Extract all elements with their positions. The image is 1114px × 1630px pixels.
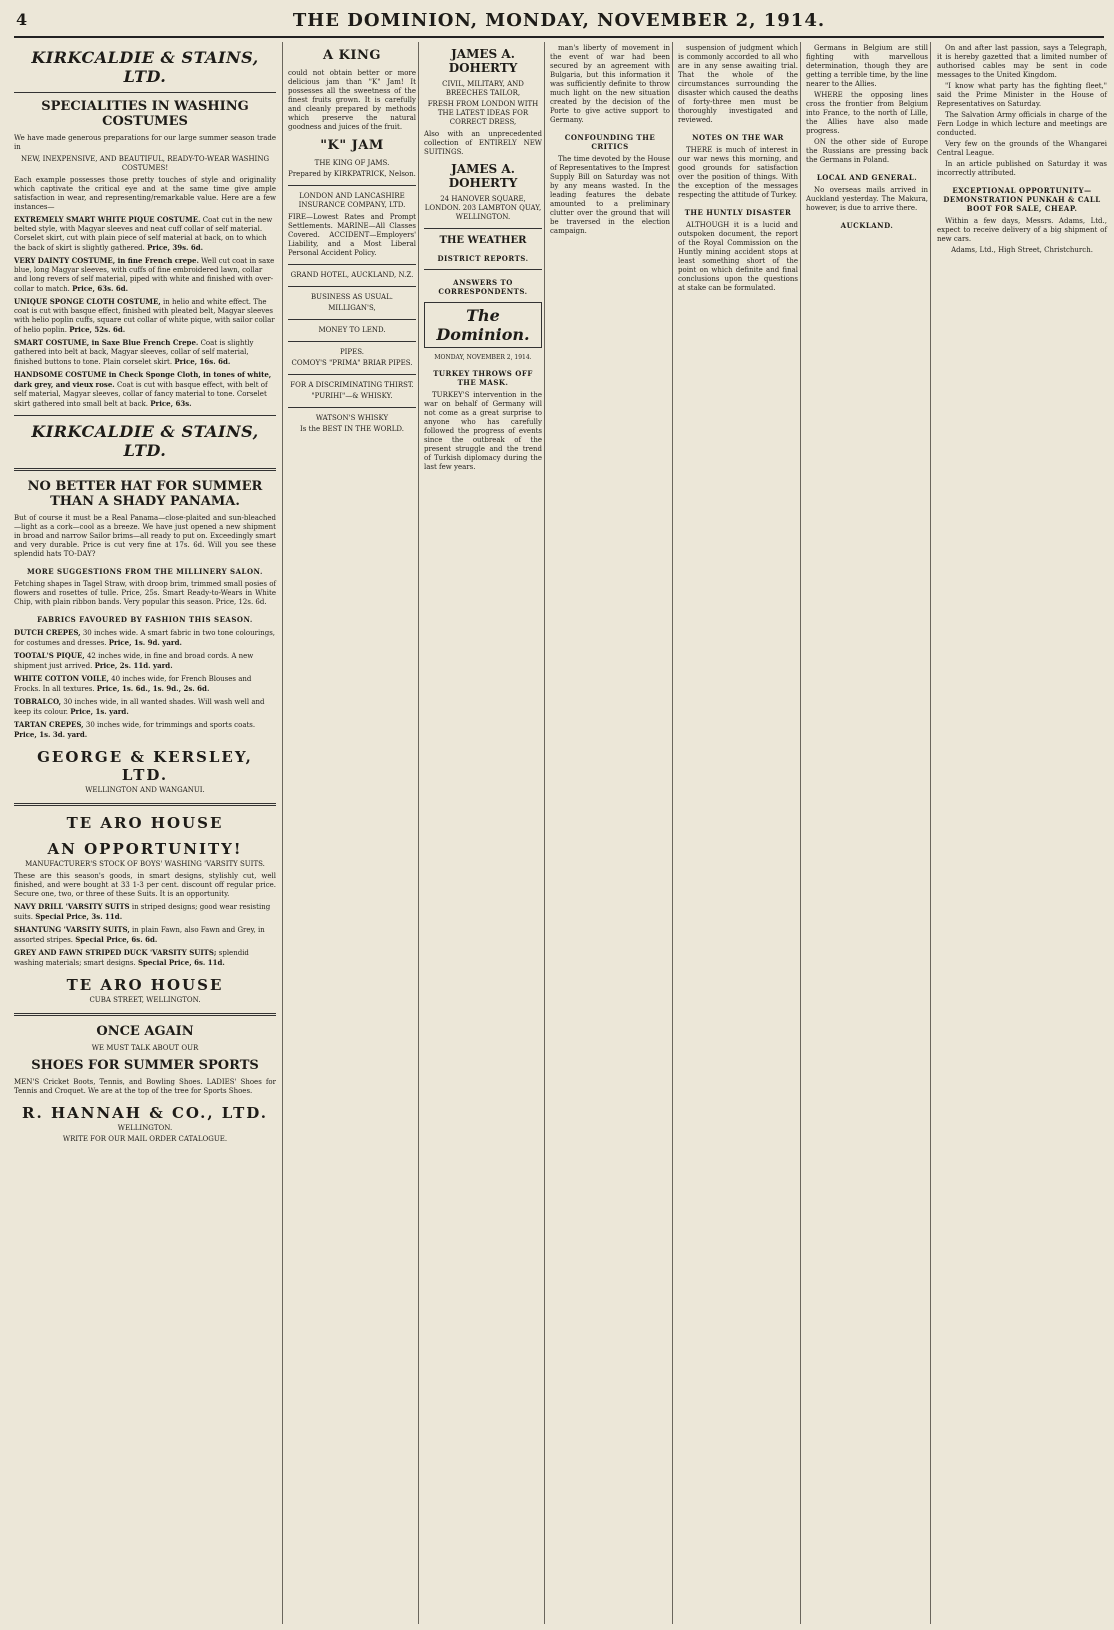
watson-sub: Is the BEST IN THE WORLD. (300, 425, 404, 433)
taro-stock: MANUFACTURER'S STOCK OF BOYS' WASHING 'VARSITY SUITS. (25, 860, 265, 868)
suit-desc: in striped designs; good wear resisting suits. (14, 903, 271, 921)
costume-desc: Well cut coat in saxe blue, long Magyar sleeves, with cuffs of fine embroidered lawn, collar and long revers of self material, piped with white and finished with over-collar to match. (14, 257, 275, 293)
column-4 (544, 42, 675, 1624)
suit-price: Special Price, 6s. 11d. (137, 958, 225, 967)
fabric-name: TOOTAL'S PIQUE, (14, 651, 85, 660)
fabric-desc: 42 inches wide, in fine and broad cords. A new shipment just arrived. (14, 652, 254, 670)
fabric-price: Price, 1s. 6d., 1s. 9d., 2s. 6d. (96, 684, 210, 693)
k-jam: "K" JAM (320, 138, 384, 153)
turkey-head: TURKEY THROWS OFF THE MASK. (433, 369, 533, 387)
comoy-pipes: COMOY'S "PRIMA" BRIAR PIPES. (291, 359, 413, 367)
article-body: Germans in Belgium are still fighting with marvellous determination, though they are getting a terrible time, by the line nearer to the Allies. (806, 44, 928, 88)
money-lend: MONEY TO LEND. (318, 326, 386, 334)
costume-item (14, 370, 276, 409)
article-body: WHERE the opposing lines cross the frontier from Belgium into France, to the north of Lille, the Allies have also made progress. (806, 91, 928, 135)
column-5 (672, 42, 803, 1624)
critics-body: The time devoted by the House of Representatives to the Imprest Supply Bill on Saturday was not by any means wasted. In the leading features the debate amounted to a preliminary clutter over the ground that will be traversed in the election campaign. (550, 155, 670, 235)
costume-name: HANDSOME COSTUME in Check Sponge Cloth, in tones of white, dark grey, and vieux rose. (14, 370, 272, 389)
costume-item (14, 256, 276, 294)
double-divider (14, 468, 276, 471)
divider (288, 319, 416, 320)
costume-desc: in helio and white effect. The coat is cut with basque effect, finished with pleated belt, Magyar sleeves with helio poplin cuffs, square cut collar of white pique, with sailor collar of helio poplin. (14, 298, 275, 334)
masthead (14, 8, 1104, 38)
huntly-head: THE HUNTLY DISASTER (684, 208, 792, 217)
fabric-price: Price, 2s. 11d. yard. (94, 661, 173, 670)
divider (424, 228, 542, 229)
suit-name: SHANTUNG 'VARSITY SUITS, (14, 925, 130, 934)
article-body: In an article published on Saturday it was incorrectly attributed. (937, 160, 1107, 177)
fabric-name: DUTCH CREPES, (14, 628, 81, 637)
article-body: suspension of judgment which is commonly accorded to all who are in any sense awaiting trial. That the whole of the circumstances surrounding the disaster which caused the deaths of forty-three men must be thoroughly investigated and reviewed. (678, 44, 798, 124)
taro-body: These are this season's goods, in smart designs, stylishly cut, well finished, and were bought at 33 1-3 per cent. discount off regular price. Secure one, two, or three of these Suits. It is an opportunity. (14, 872, 276, 898)
k-jam-maker: Prepared by KIRKPATRICK, Nelson. (288, 170, 416, 178)
exceptional-head: EXCEPTIONAL OPPORTUNITY—DEMONSTRATION PUNKAH & CALL BOOT FOR SALE, CHEAP. (943, 186, 1101, 213)
costume-desc: Coat cut in the new belted style, with Magyar sleeves and neat cuff collar of self material. Corselet skirt, cut with plain piece of self material at back, on to which the back of skirt is slightly gathered. (14, 216, 273, 252)
suit-name: NAVY DRILL 'VARSITY SUITS (14, 902, 130, 911)
costume-price: Price, 63s. (150, 399, 192, 408)
ks-title: KIRKCALDIE & STAINS, LTD. (31, 48, 259, 86)
watson-whisky: WATSON'S WHISKY (315, 414, 389, 422)
taro-sub: AN OPPORTUNITY! (47, 840, 243, 858)
dominion-masthead: The Dominion. (424, 302, 542, 348)
once-body: MEN'S Cricket Boots, Tennis, and Bowling Shoes. LADIES' Shoes for Tennis and Croquet. We are at the top of the tree for Sports Shoes. (14, 1078, 276, 1095)
fabric-price: Price, 1s. yard. (70, 707, 129, 716)
fabric-name: WHITE COTTON VOILE, (14, 674, 109, 683)
suit-price: Special Price, 6s. 6d. (75, 935, 158, 944)
column-1 (14, 42, 282, 1624)
suit-item (14, 925, 276, 945)
fabric-name: TARTAN CREPES, (14, 720, 84, 729)
fabric-desc: 30 inches wide, in all wanted shades. Will wash well and keep its colour. (14, 698, 265, 716)
fabric-item (14, 674, 276, 694)
fabric-item (14, 697, 276, 717)
taro-addr: CUBA STREET, WELLINGTON. (89, 996, 201, 1004)
king-body: could not obtain better or more delicious jam than "K" Jam! It possesses all the sweetness of the finest fruits grown. It is carefully and cleanly prepared by methods which preserve the natural goodness and juices of the fruit. (288, 69, 416, 131)
gk-brand: GEORGE & KERSLEY, LTD. (37, 748, 253, 784)
suit-name: GREY AND FAWN STRIPED DUCK 'VARSITY SUITS; (14, 948, 217, 957)
article-body: Very few on the grounds of the Whangarei Central League. (937, 140, 1107, 157)
once-shoes: SHOES FOR SUMMER SPORTS (31, 1058, 259, 1073)
suit-desc: splendid washing materials; smart designs. (14, 949, 249, 967)
local-head: LOCAL AND GENERAL. (816, 173, 918, 182)
fabric-desc: 30 inches wide, for trimmings and sports coats. (85, 721, 256, 729)
divider (14, 92, 276, 93)
costume-name: EXTREMELY SMART WHITE PIQUE COSTUME. (14, 215, 201, 224)
once-sub: WE MUST TALK ABOUT OUR (91, 1044, 199, 1052)
notes-body: THERE is much of interest in our war news this morning, and good grounds for satisfaction over the position of things. With the exception of the messages respecting the attitude of Turkey. (678, 146, 798, 199)
fabric-item (14, 651, 276, 671)
king-head: A KING (323, 48, 381, 63)
huntly-body: ALTHOUGH it is a lucid and outspoken document, the report of the Royal Commission on the Huntly mining accident stops at least something short of the point on which definite and final conclusions upon the questions at stake can be formulated. (678, 221, 798, 292)
hat-body: But of course it must be a Real Panama—close-plaited and sun-bleached—light as a cork—cool as a breeze. We have just opened a new shipment in broad and narrow Sailor brims—all ready to put on. Exceedingly smart and very durable. Price is cut very fine at 17s. 6d. Will you see these splendid hats TO-DAY? (14, 514, 276, 558)
fabric-desc: 30 inches wide. A smart fabric in two tone colourings, for costumes and dresses. (14, 629, 276, 647)
article-body: "I know what party has the fighting fleet," said the Prime Minister in the House of Representatives on Saturday. (937, 82, 1107, 108)
business-usual: BUSINESS AS USUAL. (311, 293, 393, 301)
costume-desc: Coat is cut with basque effect, with belt of self material, Magyar sleeves, collar of fancy material to tone. Corselet skirt gathered into small belt at back. (14, 381, 268, 408)
insurance-body: FIRE—Lowest Rates and Prompt Settlements. MARINE—All Classes Covered. ACCIDENT—Employers' Liability, and a Most Liberal Personal Accident Policy. (288, 213, 416, 257)
ks-title-footer: KIRKCALDIE & STAINS, LTD. (31, 422, 259, 460)
doherty-addr: 24 HANOVER SQUARE, LONDON. 203 LAMBTON QUAY, WELLINGTON. (424, 195, 542, 221)
ks-intro: We have made generous preparations for our large summer season trade in (14, 134, 276, 151)
suit-item (14, 948, 276, 968)
article-body: On and after last passion, says a Telegraph, it is hereby gazetted that a limited number of authorised cables may be sent in code messages to the United Kingdom. (937, 44, 1107, 79)
exceptional-body: Within a few days, Messrs. Adams, Ltd., expect to receive delivery of a big shipment of new cars. (937, 217, 1107, 243)
hannah-order: WRITE FOR OUR MAIL ORDER CATALOGUE. (62, 1135, 228, 1143)
hat-headline: NO BETTER HAT FOR SUMMER THAN A SHADY PANAMA. (27, 479, 263, 509)
divider (288, 185, 416, 186)
doherty-fresh: FRESH FROM LONDON WITH THE LATEST IDEAS FOR CORRECT DRESS, (427, 100, 539, 126)
divider (288, 407, 416, 408)
weather-sub: DISTRICT REPORTS. (437, 254, 529, 263)
double-divider (14, 1013, 276, 1016)
divider (14, 415, 276, 416)
fabric-price: Price, 1s. 3d. yard. (14, 730, 88, 739)
turkey-body: TURKEY'S intervention in the war on behalf of Germany will not come as a great surprise to anyone who has carefully followed the progress of events since the outbreak of the present struggle and the trend of Turkish diplomacy during the last few years. (424, 391, 542, 471)
taro-head-2: TE ARO HOUSE (66, 976, 224, 994)
critics-head: CONFOUNDING THE CRITICS (564, 133, 656, 151)
doherty-sub: CIVIL, MILITARY, AND BREECHES TAILOR, (442, 80, 524, 97)
costume-name: SMART COSTUME, in Saxe Blue French Crepe. (14, 338, 199, 347)
fabric-item (14, 720, 276, 740)
divider (288, 341, 416, 342)
hannah-place: WELLINGTON. (117, 1124, 173, 1132)
costume-price: Price, 16s. 6d. (174, 357, 231, 366)
thirst: FOR A DISCRIMINATING THIRST. (290, 381, 414, 389)
divider (288, 374, 416, 375)
answers-head: ANSWERS TO CORRESPONDENTS. (438, 278, 528, 296)
suit-desc: in plain Fawn, also Fawn and Grey, in assorted stripes. (14, 926, 265, 944)
divider (288, 264, 416, 265)
doherty-head: JAMES A. DOHERTY (448, 47, 518, 75)
millinery-head: MORE SUGGESTIONS FROM THE MILLINERY SALON. (27, 567, 263, 576)
local-body: No overseas mails arrived in Auckland yesterday. The Makura, however, is due to arrive there. (806, 186, 928, 212)
costume-item (14, 297, 276, 335)
suit-item (14, 902, 276, 922)
ks-new: NEW, INEXPENSIVE, AND BEAUTIFUL, READY-TO-WEAR WASHING COSTUMES! (20, 155, 270, 172)
article-body: man's liberty of movement in the event of war had been secured by an agreement with Bulgaria, but this information it was sufficiently definite to throw much light on the new situation created by the decision of the Porte to give active support to Germany. (550, 44, 670, 124)
columns (14, 42, 1107, 1624)
milligans: MILLIGAN'S, (328, 304, 376, 312)
grand-hotel: GRAND HOTEL, AUCKLAND, N.Z. (290, 271, 414, 279)
column-2 (282, 42, 421, 1624)
ks-each: Each example possesses those pretty touches of style and originality which captivate the critical eye and at the same time give ample satisfaction in wear, and representing/remarkable value. Here are a few instances— (14, 176, 276, 211)
taro-head: TE ARO HOUSE (66, 814, 224, 832)
dominion-date: MONDAY, NOVEMBER 2, 1914. (434, 354, 532, 361)
column-7 (930, 42, 1111, 1624)
costume-name: VERY DAINTY COSTUME, in fine French crepe. (14, 256, 199, 265)
costume-desc: Coat is slightly gathered into belt at back, Magyar sleeves, collar of self material, finished buttons to tone. Plain corselet skirt. (14, 339, 254, 366)
purihi: "PURIHI"—& WHISKY. (311, 392, 393, 400)
costume-name: UNIQUE SPONGE CLOTH COSTUME, (14, 297, 161, 306)
doherty-head-2: JAMES A. DOHERTY (448, 162, 518, 190)
suit-price: Special Price, 3s. 11d. (35, 912, 123, 921)
gk-place: WELLINGTON AND WANGANUI. (85, 786, 205, 794)
divider (424, 269, 542, 270)
divider (288, 286, 416, 287)
k-jam-sub: THE KING OF JAMS. (314, 159, 390, 167)
costume-price: Price, 63s. 6d. (72, 284, 129, 293)
costume-item (14, 215, 276, 253)
newspaper-title: THE DOMINION, MONDAY, NOVEMBER 2, 1914. (292, 10, 826, 31)
column-3 (418, 42, 547, 1624)
weather-head: THE WEATHER (439, 235, 527, 246)
fabric-item (14, 628, 276, 648)
auckland-head: AUCKLAND. (840, 221, 894, 230)
costume-item (14, 338, 276, 367)
page-number: 4 (16, 10, 28, 29)
fabric-name: TOBRALCO, (14, 697, 62, 706)
insurance-head: LONDON AND LANCASHIRE INSURANCE COMPANY, LTD. (298, 192, 406, 209)
double-divider (14, 803, 276, 806)
pipes: PIPES. (339, 348, 365, 356)
notes-head: NOTES ON THE WAR (692, 133, 784, 142)
ks-specialities: SPECIALITIES IN WASHING COSTUMES (41, 99, 249, 129)
hannah-brand: R. HANNAH & CO., LTD. (22, 1104, 268, 1122)
fabric-desc: 40 inches wide, for French Blouses and Frocks. In all textures. (14, 675, 252, 693)
fabrics-head: FABRICS FAVOURED BY FASHION THIS SEASON. (37, 615, 253, 624)
millinery-body: Fetching shapes in Tagel Straw, with droop brim, trimmed small posies of flowers and rosettes of tulle. Price, 25s. Smart Ready-to-Wears in White Chip, with plain ribbon bands. Very popular this season. Price, 12s. 6d. (14, 580, 276, 606)
fabric-price: Price, 1s. 9d. yard. (108, 638, 182, 647)
costume-price: Price, 52s. 6d. (69, 325, 126, 334)
costume-price: Price, 39s. 6d. (147, 243, 204, 252)
article-body: ON the other side of Europe the Russians are pressing back the Germans in Poland. (806, 138, 928, 164)
adams-address: Adams, Ltd., High Street, Christchurch. (951, 246, 1093, 254)
doherty-body: Also with an unprecedented collection of ENTIRELY NEW SUITINGS. (424, 130, 542, 156)
once-head: ONCE AGAIN (96, 1024, 194, 1039)
column-6 (800, 42, 933, 1624)
article-body: The Salvation Army officials in charge of the Fern Lodge in which lecture and meetings are conducted. (937, 111, 1107, 137)
